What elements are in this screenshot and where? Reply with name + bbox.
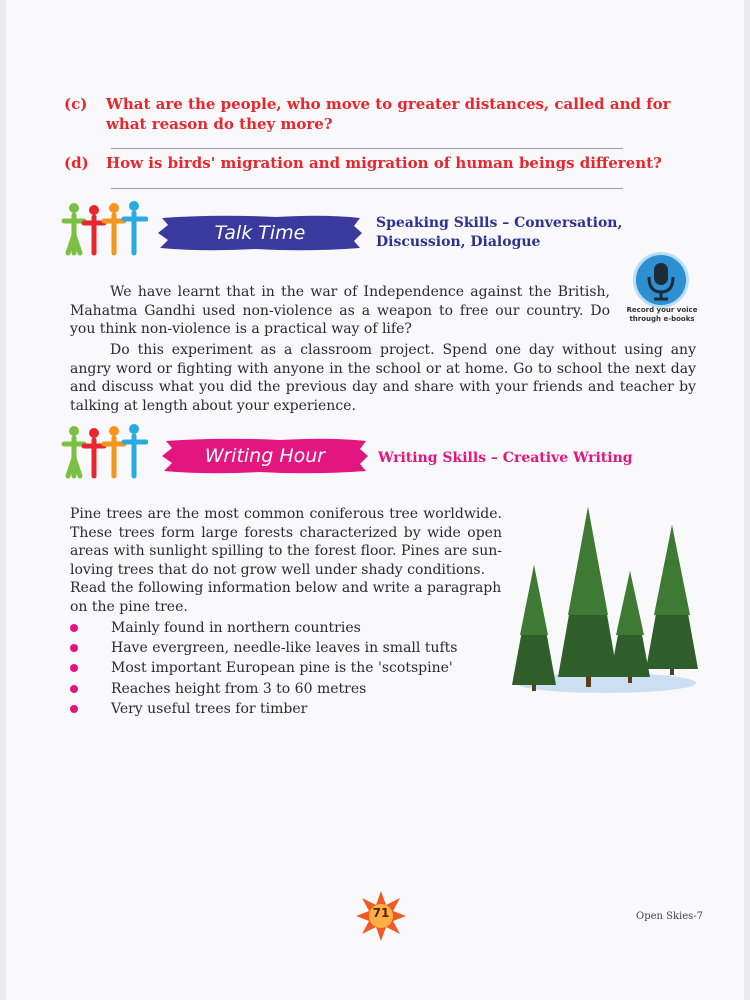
record-voice-button[interactable] (633, 252, 689, 308)
writing-hour-banner (160, 437, 370, 475)
pine-intro-paragraph: Pine trees are the most common coniferous tree worldwide. These trees form large forests characterized by wide open areas with sunlight spilling to the forest floor. Pines are sun-loving trees that do not grow well under shady conditions. (70, 506, 502, 578)
talk-paragraph-2: Do this experiment as a classroom project. Spend one day without using any angry word or fighting with anyone in the school or at home. Go to school the next day and discuss what you did the previous day and share with your friends and teacher by talking at length about your experience. (70, 342, 696, 414)
writing-hour-subtitle: Writing Skills – Creative Writing (378, 450, 633, 466)
record-voice-caption (618, 306, 706, 324)
talk-time-title: Talk Time (214, 222, 306, 244)
bullet-icon (70, 624, 78, 632)
list-item (70, 658, 510, 678)
list-item-text: Mainly found in northern countries (111, 620, 361, 636)
list-item-text: Have evergreen, needle-like leaves in small tufts (111, 640, 458, 657)
book-title: Open Skies-7 (636, 911, 704, 922)
question-label: (d) (64, 154, 89, 172)
question-text: What are the people, who move to greater distances, called and for what reason do they more? (106, 95, 671, 133)
pine-tree-icon (610, 571, 650, 683)
textbook-page (6, 0, 744, 1000)
pine-facts-list (70, 618, 510, 719)
people-group-icon (60, 201, 148, 257)
question-d (64, 153, 704, 175)
talk-paragraph-1: We have learnt that in the war of Independence against the British, Mahatma Gandhi used non-violence as a weapon to free our country. Do you think non-violence is a practical way of life? (70, 284, 610, 337)
bullet-icon (70, 705, 78, 713)
caption-line: through e-books (629, 315, 695, 323)
caption-line: Record your voice (626, 306, 698, 314)
talk-time-subtitle (376, 214, 622, 252)
list-item-text: Reaches height from 3 to 60 metres (111, 680, 367, 697)
pine-tree-icon (512, 565, 556, 691)
pine-tree-icon (646, 525, 698, 675)
pine-tree-icon (558, 507, 618, 687)
talk-time-banner (156, 214, 364, 252)
question-text: How is birds' migration and migration of human beings different? (106, 154, 662, 172)
people-group-icon (60, 424, 148, 480)
bullet-icon (70, 644, 78, 652)
microphone-icon (636, 255, 686, 305)
pine-trees-illustration (506, 505, 698, 695)
subtitle-line: Discussion, Dialogue (376, 234, 541, 250)
pine-instruction: Read the following information below and write a paragraph on the pine tree. (70, 580, 502, 615)
subtitle-line: Speaking Skills – Conversation, (376, 215, 623, 231)
answer-line[interactable] (111, 148, 623, 149)
bullet-icon (70, 664, 78, 672)
page-number: 71 (372, 906, 390, 920)
writing-hour-title: Writing Hour (204, 445, 326, 467)
pine-tree-text (70, 505, 502, 616)
list-item (70, 679, 510, 699)
list-item-text: Very useful trees for timber (111, 700, 308, 717)
list-item (70, 618, 510, 638)
question-c (64, 94, 704, 136)
question-label: (c) (64, 95, 88, 113)
bullet-icon (70, 685, 78, 693)
answer-line[interactable] (111, 188, 623, 189)
list-item (70, 699, 510, 719)
list-item-text: Most important European pine is the 'scotspine' (111, 660, 453, 677)
list-item (70, 638, 510, 658)
